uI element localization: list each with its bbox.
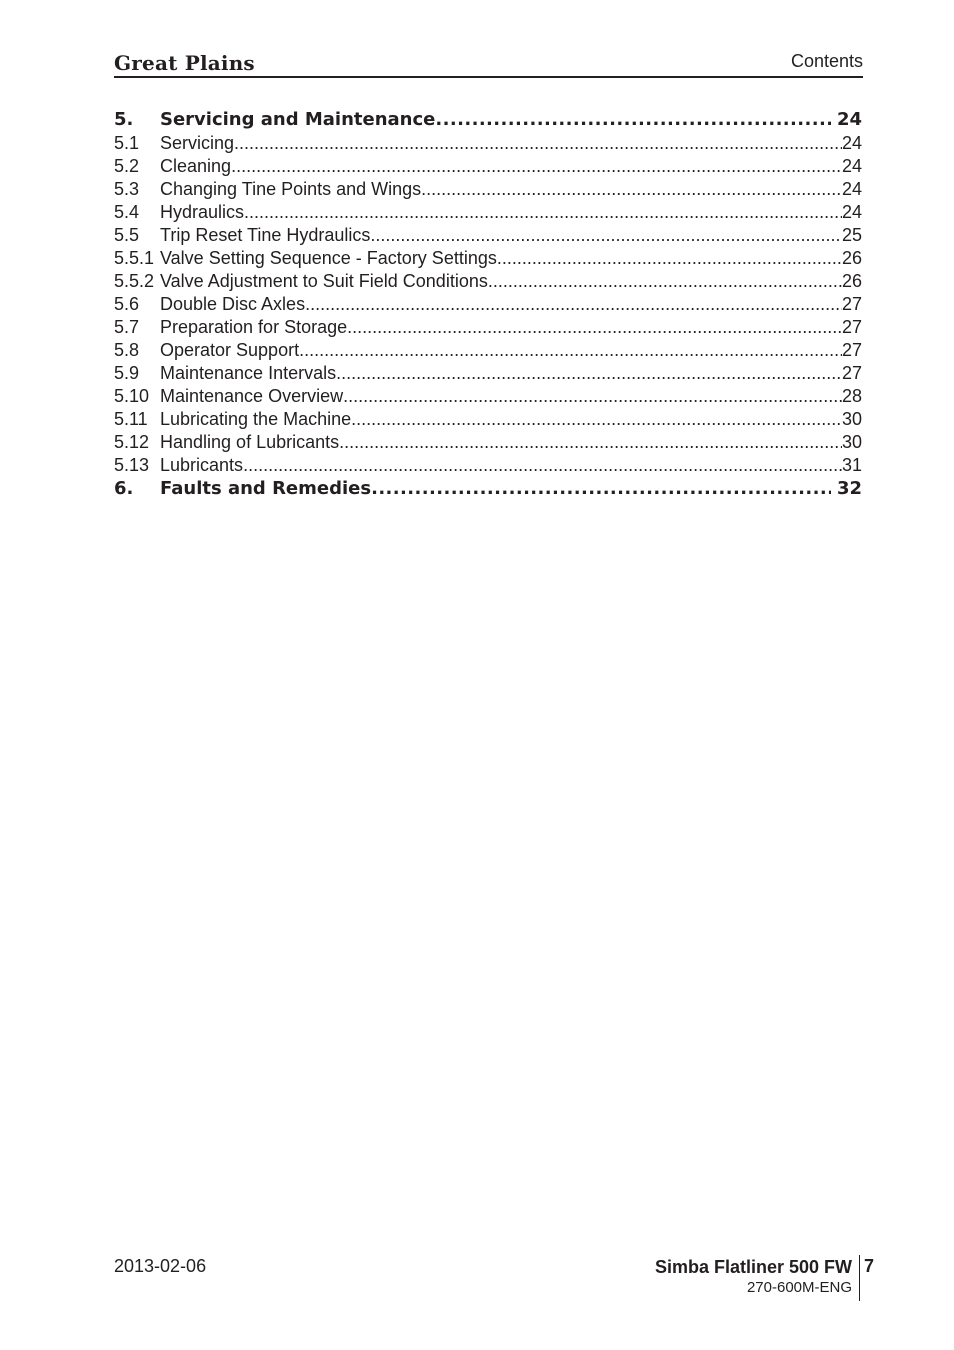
- toc-entry-title: Maintenance Intervals: [160, 363, 337, 383]
- toc-entry[interactable]: [114, 293, 862, 316]
- section-title: Contents: [790, 51, 863, 71]
- toc-entry-title: Handling of Lubricants: [160, 432, 340, 452]
- toc-entry-number: 5.10: [114, 386, 150, 406]
- toc-entry-title: Cleaning: [160, 156, 232, 176]
- toc-entry[interactable]: [114, 132, 862, 155]
- toc-entry-page: 27: [841, 363, 862, 383]
- toc-entry[interactable]: [114, 385, 862, 408]
- toc-chapter-entry[interactable]: [114, 477, 862, 501]
- toc-dot-leader: [339, 431, 842, 454]
- toc-entry-number: 5.5: [114, 225, 140, 245]
- toc-entry-page: 26: [841, 248, 862, 268]
- toc-entry-page: 27: [841, 317, 862, 337]
- toc-entry-number: 5.4: [114, 202, 140, 222]
- toc-entry-page: 31: [841, 455, 862, 475]
- toc-entry-page: 27: [841, 340, 862, 360]
- page-number: 7: [864, 1256, 875, 1276]
- toc-entry-number: 5.12: [114, 432, 150, 452]
- toc-entry-number: 5.13: [114, 455, 150, 475]
- toc-dot-leader: [234, 132, 842, 155]
- toc-chapter-entry[interactable]: [114, 108, 862, 132]
- toc-entry-page: 26: [841, 271, 862, 291]
- table-of-contents: [114, 108, 862, 501]
- toc-dot-leader: [231, 155, 842, 178]
- toc-entry[interactable]: [114, 362, 862, 385]
- toc-entry-title: Valve Setting Sequence - Factory Settings: [160, 248, 497, 268]
- toc-dot-leader: [435, 108, 831, 132]
- toc-entry-page: 24: [836, 109, 862, 130]
- toc-entry-page: 27: [841, 294, 862, 314]
- toc-dot-leader: [336, 362, 842, 385]
- toc-entry-number: 5.5.2: [114, 271, 155, 291]
- toc-entry[interactable]: [114, 408, 862, 431]
- toc-entry-page: 24: [841, 179, 862, 199]
- footer-product-info: [655, 1256, 860, 1298]
- toc-dot-leader: [370, 224, 842, 247]
- page-header: [114, 48, 863, 78]
- toc-entry-number: 6.: [114, 478, 134, 499]
- toc-dot-leader: [347, 316, 842, 339]
- toc-entry-number: 5.5.1: [114, 248, 155, 268]
- toc-entry[interactable]: [114, 201, 862, 224]
- toc-entry-page: 25: [841, 225, 862, 245]
- toc-entry-page: 28: [841, 386, 862, 406]
- brand-logo-text: Great Plains: [114, 51, 255, 75]
- toc-entry-title: Operator Support: [160, 340, 300, 360]
- toc-entry-number: 5.9: [114, 363, 140, 383]
- toc-entry-title: Lubricating the Machine: [160, 409, 352, 429]
- toc-entry-number: 5.6: [114, 294, 140, 314]
- toc-entry-title: Changing Tine Points and Wings: [160, 179, 422, 199]
- toc-dot-leader: [351, 408, 842, 431]
- toc-entry-title: Lubricants: [160, 455, 244, 475]
- toc-entry-page: 24: [841, 133, 862, 153]
- toc-entry[interactable]: [114, 270, 862, 293]
- toc-dot-leader: [497, 247, 842, 270]
- toc-entry[interactable]: [114, 155, 862, 178]
- toc-entry[interactable]: [114, 431, 862, 454]
- footer-date: 2013-02-06: [114, 1256, 207, 1276]
- toc-dot-leader: [244, 201, 842, 224]
- toc-entry[interactable]: [114, 224, 862, 247]
- toc-dot-leader: [243, 454, 842, 477]
- toc-entry-number: 5.11: [114, 409, 148, 429]
- toc-entry-title: Trip Reset Tine Hydraulics: [160, 225, 371, 245]
- toc-entry[interactable]: [114, 178, 862, 201]
- toc-entry[interactable]: [114, 454, 862, 477]
- toc-entry-page: 32: [836, 478, 862, 499]
- toc-entry-page: 30: [841, 409, 862, 429]
- toc-entry-page: 30: [841, 432, 862, 452]
- toc-dot-leader: [343, 385, 842, 408]
- toc-entry-number: 5.7: [114, 317, 140, 337]
- toc-entry-page: 24: [841, 202, 862, 222]
- toc-dot-leader: [299, 339, 842, 362]
- toc-entry-title: Valve Adjustment to Suit Field Conditions: [160, 271, 488, 291]
- toc-entry-number: 5.8: [114, 340, 140, 360]
- toc-entry-number: 5.2: [114, 156, 140, 176]
- toc-entry-title: Servicing and Maintenance: [160, 109, 436, 130]
- toc-dot-leader: [421, 178, 842, 201]
- toc-entry-title: Servicing: [160, 133, 235, 153]
- toc-entry[interactable]: [114, 316, 862, 339]
- toc-entry[interactable]: [114, 339, 862, 362]
- toc-entry-title: Faults and Remedies: [160, 478, 372, 499]
- toc-entry-title: Double Disc Axles: [160, 294, 306, 314]
- product-name: Simba Flatliner 500 FW: [654, 1257, 852, 1277]
- toc-dot-leader: [371, 477, 831, 501]
- toc-dot-leader: [305, 293, 842, 316]
- toc-entry-number: 5.3: [114, 179, 140, 199]
- toc-entry-title: Hydraulics: [160, 202, 245, 222]
- toc-entry-title: Preparation for Storage: [160, 317, 348, 337]
- toc-entry-number: 5.: [114, 109, 134, 130]
- toc-entry[interactable]: [114, 247, 862, 270]
- toc-dot-leader: [488, 270, 842, 293]
- toc-entry-title: Maintenance Overview: [160, 386, 344, 406]
- toc-entry-number: 5.1: [114, 133, 140, 153]
- document-number: 270-600M-ENG: [746, 1279, 852, 1296]
- footer-divider: [859, 1255, 860, 1301]
- toc-entry-page: 24: [841, 156, 862, 176]
